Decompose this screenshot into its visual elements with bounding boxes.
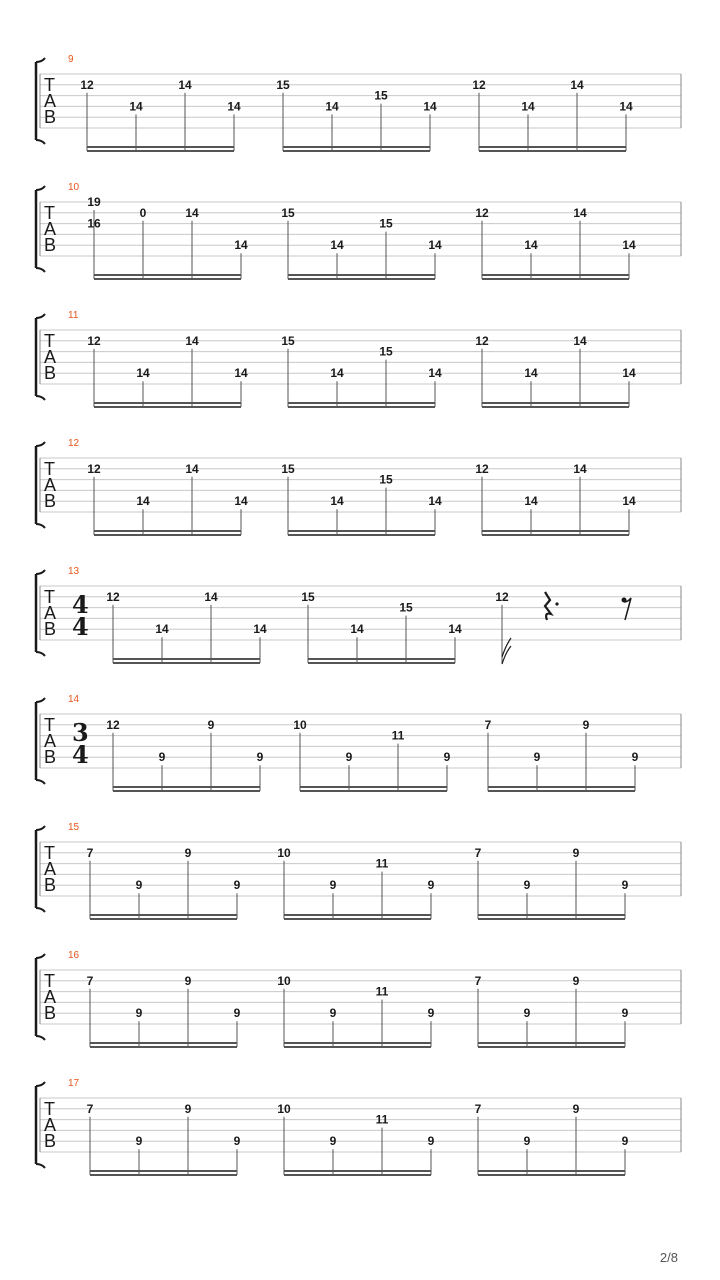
fret-number: 14 [204, 589, 218, 604]
measure-number: 12 [68, 438, 80, 449]
fret-number: 9 [572, 973, 580, 988]
fret-number: 14 [330, 238, 344, 253]
measure-number: 17 [68, 1078, 80, 1089]
beam [94, 530, 241, 532]
beam [478, 1174, 625, 1176]
bracket-bottom-hook [36, 780, 45, 784]
tab-system [36, 438, 681, 536]
fret-number: 12 [106, 589, 120, 604]
fret-number: 14 [330, 366, 344, 381]
tab-clef-letter: T [44, 971, 55, 991]
fret-number: 14 [234, 366, 248, 381]
note-flag [502, 646, 511, 664]
beam [488, 790, 635, 792]
fret-number: 7 [474, 973, 482, 988]
bracket-bottom-hook [36, 140, 45, 144]
beam [284, 918, 431, 920]
beam [113, 662, 260, 664]
beam [90, 914, 237, 916]
fret-number: 9 [329, 878, 337, 893]
bracket-bottom-hook [36, 908, 45, 912]
fret-number: 12 [106, 717, 120, 732]
fret-number: 9 [533, 750, 541, 765]
fret-number: 15 [379, 216, 393, 231]
tab-system [36, 694, 681, 792]
fret-number: 14 [227, 99, 241, 114]
beam [94, 534, 241, 536]
beam [288, 406, 435, 408]
beam [478, 1170, 625, 1172]
fret-number: 14 [573, 461, 587, 476]
fret-number: 9 [329, 1134, 337, 1149]
fret-number: 9 [184, 1101, 192, 1116]
tab-clef-letter: B [44, 363, 57, 383]
tab-clef-letter: T [44, 587, 55, 607]
fret-number: 15 [399, 600, 413, 615]
beam [479, 150, 626, 152]
fret-number: 9 [233, 878, 241, 893]
time-signature-digit: 3 [72, 718, 89, 747]
beam [90, 1174, 237, 1176]
fret-number: 9 [184, 845, 192, 860]
time-signature-digit: 4 [72, 740, 89, 769]
beam [478, 1046, 625, 1048]
fret-number: 9 [621, 878, 629, 893]
beam [94, 274, 241, 276]
tab-clef-letter: B [44, 491, 57, 511]
beam [90, 1046, 237, 1048]
fret-number: 14 [524, 238, 538, 253]
beam [94, 406, 241, 408]
beam [90, 1042, 237, 1044]
fret-number: 9 [621, 1006, 629, 1021]
tab-system [36, 54, 681, 152]
beam [478, 1042, 625, 1044]
bracket-top-hook [36, 826, 45, 830]
fret-number: 15 [281, 205, 295, 220]
fret-number: 9 [329, 1006, 337, 1021]
fret-number: 15 [281, 333, 295, 348]
bracket-top-hook [36, 58, 45, 62]
fret-number: 14 [428, 238, 442, 253]
fret-number: 14 [178, 77, 192, 92]
fret-number: 14 [325, 99, 339, 114]
fret-number: 14 [619, 99, 633, 114]
fret-number: 12 [87, 461, 101, 476]
bracket-bottom-hook [36, 652, 45, 656]
tab-clef-letter: T [44, 331, 55, 351]
eighth-rest-stem [624, 598, 631, 620]
fret-number: 7 [484, 717, 492, 732]
tab-clef-letter: T [44, 75, 55, 95]
fret-number: 12 [80, 77, 94, 92]
quarter-rest-icon [545, 592, 551, 620]
time-signature-digit: 4 [72, 612, 89, 641]
fret-number: 10 [277, 973, 291, 988]
fret-number: 9 [256, 750, 264, 765]
beam [113, 790, 260, 792]
fret-number: 9 [135, 1006, 143, 1021]
bracket-top-hook [36, 570, 45, 574]
bracket-bottom-hook [36, 1164, 45, 1168]
bracket-top-hook [36, 186, 45, 190]
fret-number: 14 [622, 238, 636, 253]
fret-number: 16 [87, 216, 101, 231]
beam [288, 274, 435, 276]
tab-system [36, 1078, 681, 1176]
fret-number: 12 [495, 589, 509, 604]
beam [482, 406, 629, 408]
fret-number: 7 [474, 1101, 482, 1116]
beam [90, 918, 237, 920]
fret-number: 12 [472, 77, 486, 92]
fret-number: 14 [524, 366, 538, 381]
fret-number: 15 [281, 461, 295, 476]
measure-number: 16 [68, 950, 80, 961]
beam [90, 1170, 237, 1172]
fret-number: 11 [375, 1112, 389, 1127]
fret-number: 14 [448, 622, 462, 637]
tab-clef-letter: T [44, 459, 55, 479]
fret-number: 12 [475, 333, 489, 348]
bracket-bottom-hook [36, 396, 45, 400]
fret-number: 9 [427, 1006, 435, 1021]
rest-dot [555, 602, 558, 605]
page-number: 2/8 [659, 1250, 678, 1265]
tab-clef-letter: A [44, 603, 57, 623]
fret-number: 9 [427, 1134, 435, 1149]
tab-system [36, 310, 681, 408]
fret-number: 7 [86, 973, 94, 988]
fret-number: 14 [622, 494, 636, 509]
tab-system [36, 566, 681, 664]
fret-number: 14 [136, 366, 150, 381]
tab-system [36, 182, 681, 280]
fret-number: 14 [185, 333, 199, 348]
fret-number: 9 [631, 750, 639, 765]
fret-number: 15 [276, 77, 290, 92]
fret-number: 12 [475, 461, 489, 476]
fret-number: 9 [427, 878, 435, 893]
fret-number: 7 [474, 845, 482, 860]
fret-number: 9 [158, 750, 166, 765]
beam [479, 146, 626, 148]
fret-number: 14 [330, 494, 344, 509]
fret-number: 11 [375, 856, 389, 871]
tab-clef-letter: B [44, 747, 57, 767]
fret-number: 15 [379, 344, 393, 359]
bracket-top-hook [36, 954, 45, 958]
fret-number: 10 [277, 845, 291, 860]
tab-clef-letter: A [44, 475, 57, 495]
bracket-bottom-hook [36, 268, 45, 272]
beam [87, 150, 234, 152]
fret-number: 14 [185, 461, 199, 476]
tab-clef-letter: T [44, 1099, 55, 1119]
fret-number: 14 [570, 77, 584, 92]
beam [482, 530, 629, 532]
beam [288, 530, 435, 532]
fret-number: 14 [136, 494, 150, 509]
tab-clef-letter: T [44, 203, 55, 223]
measure-number: 11 [68, 310, 79, 321]
fret-number: 0 [139, 205, 147, 220]
fret-number: 12 [475, 205, 489, 220]
tab-clef-letter: T [44, 715, 55, 735]
beam [283, 146, 430, 148]
beam [284, 914, 431, 916]
beam [284, 1174, 431, 1176]
beam [482, 278, 629, 280]
beam [94, 278, 241, 280]
beam [288, 534, 435, 536]
beam [113, 786, 260, 788]
fret-number: 14 [234, 238, 248, 253]
beam [308, 658, 455, 660]
tab-clef-letter: T [44, 843, 55, 863]
tab-system [36, 950, 681, 1048]
fret-number: 14 [573, 333, 587, 348]
measure-number: 10 [68, 182, 80, 193]
fret-number: 9 [345, 750, 353, 765]
beam [308, 662, 455, 664]
tab-clef-letter: A [44, 219, 57, 239]
beam [482, 534, 629, 536]
fret-number: 9 [135, 878, 143, 893]
beam [283, 150, 430, 152]
fret-number: 9 [621, 1134, 629, 1149]
tab-clef-letter: A [44, 731, 57, 751]
fret-number: 19 [87, 195, 101, 209]
fret-number: 12 [87, 333, 101, 348]
fret-number: 11 [391, 728, 405, 743]
fret-number: 14 [253, 622, 267, 637]
tab-clef-letter: A [44, 91, 57, 111]
fret-number: 9 [572, 1101, 580, 1116]
fret-number: 9 [523, 1006, 531, 1021]
fret-number: 9 [184, 973, 192, 988]
fret-number: 7 [86, 845, 94, 860]
tab-clef-letter: A [44, 859, 57, 879]
bracket-bottom-hook [36, 1036, 45, 1040]
fret-number: 14 [423, 99, 437, 114]
tab-clef-letter: A [44, 347, 57, 367]
fret-number: 9 [572, 845, 580, 860]
fret-number: 10 [293, 717, 307, 732]
beam [478, 918, 625, 920]
fret-number: 9 [233, 1134, 241, 1149]
beam [300, 790, 447, 792]
fret-number: 9 [582, 717, 590, 732]
measure-number: 15 [68, 822, 80, 833]
fret-number: 14 [350, 622, 364, 637]
time-signature-digit: 4 [72, 590, 89, 619]
tab-clef-letter: A [44, 1115, 57, 1135]
tab-clef-letter: B [44, 619, 57, 639]
tab-clef-letter: B [44, 107, 57, 127]
tab-clef-letter: B [44, 1003, 57, 1023]
beam [482, 274, 629, 276]
tab-clef-letter: A [44, 987, 57, 1007]
bracket-top-hook [36, 698, 45, 702]
beam [300, 786, 447, 788]
beam [284, 1170, 431, 1172]
beam [284, 1046, 431, 1048]
fret-number: 9 [523, 1134, 531, 1149]
bracket-bottom-hook [36, 524, 45, 528]
fret-number: 15 [379, 472, 393, 487]
fret-number: 14 [155, 622, 169, 637]
tab-clef-letter: B [44, 235, 57, 255]
fret-number: 10 [277, 1101, 291, 1116]
fret-number: 11 [375, 984, 389, 999]
fret-number: 14 [573, 205, 587, 220]
fret-number: 9 [207, 717, 215, 732]
fret-number: 9 [135, 1134, 143, 1149]
fret-number: 14 [622, 366, 636, 381]
beam [482, 402, 629, 404]
fret-number: 14 [129, 99, 143, 114]
bracket-top-hook [36, 314, 45, 318]
bracket-top-hook [36, 1082, 45, 1086]
fret-number: 14 [234, 494, 248, 509]
tab-clef-letter: B [44, 875, 57, 895]
fret-number: 9 [523, 878, 531, 893]
beam [288, 278, 435, 280]
fret-number: 14 [521, 99, 535, 114]
fret-number: 14 [428, 366, 442, 381]
measure-number: 14 [68, 694, 80, 705]
fret-number: 14 [524, 494, 538, 509]
fret-number: 15 [301, 589, 315, 604]
beam [284, 1042, 431, 1044]
fret-number: 15 [374, 88, 388, 103]
bracket-top-hook [36, 442, 45, 446]
fret-number: 14 [185, 205, 199, 220]
tab-system [36, 822, 681, 920]
tab-clef-letter: B [44, 1131, 57, 1151]
beam [113, 658, 260, 660]
fret-number: 14 [428, 494, 442, 509]
beam [288, 402, 435, 404]
beam [94, 402, 241, 404]
fret-number: 9 [443, 750, 451, 765]
measure-number: 9 [68, 54, 74, 65]
beam [488, 786, 635, 788]
fret-number: 7 [86, 1101, 94, 1116]
measure-number: 13 [68, 566, 80, 577]
beam [478, 914, 625, 916]
beam [87, 146, 234, 148]
fret-number: 9 [233, 1006, 241, 1021]
